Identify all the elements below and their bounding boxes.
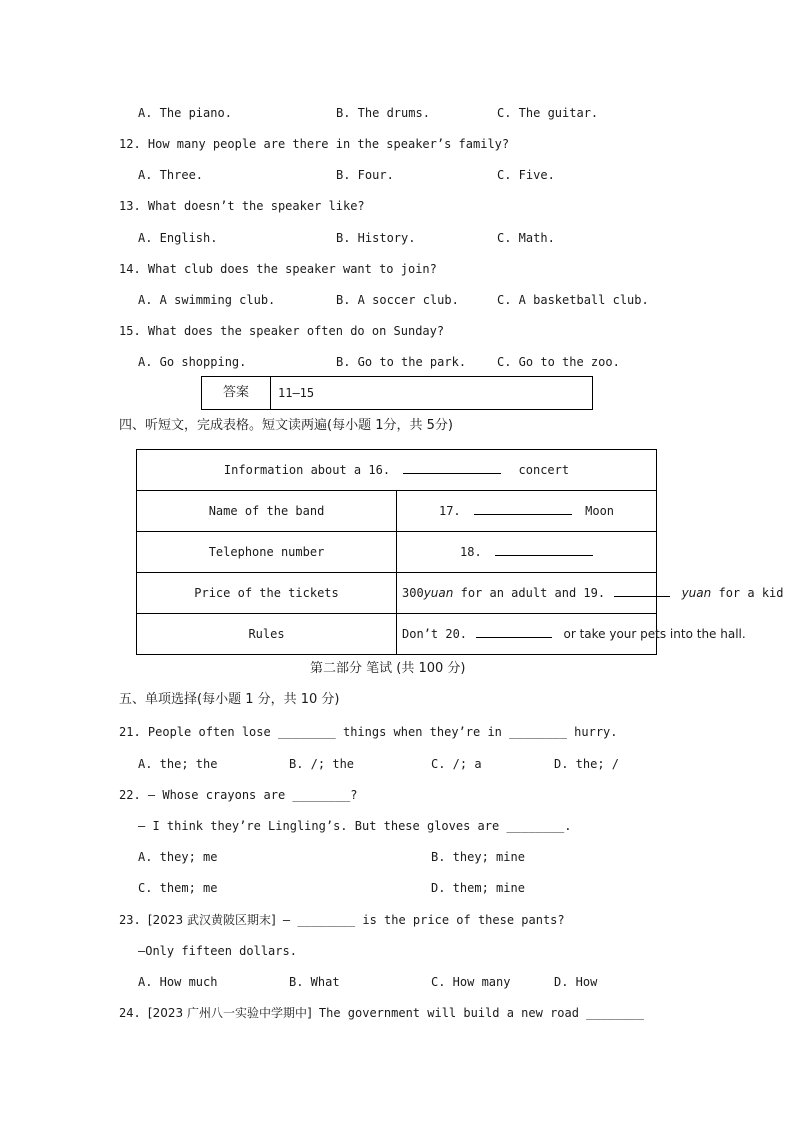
row-label-price: Price of the tickets [137, 573, 397, 614]
q24-stem: The government will build a new road ________ [318, 1006, 644, 1020]
answer-box-label: 答案 [202, 377, 271, 409]
row2-num: 18. [460, 545, 482, 559]
q22-option-c: C. them; me [138, 881, 218, 895]
q22-stem: 22. — Whose crayons are ________? [119, 788, 358, 802]
blank-19 [614, 586, 670, 597]
q21-option-d: D. the; / [554, 757, 620, 771]
q21-stem: 21. People often lose ________ things when they’re in ________ hurry. [119, 725, 618, 739]
q14-option-a: A. A swimming club. [138, 293, 276, 307]
blank-20 [476, 627, 552, 638]
q24-stem-line [119, 1005, 644, 1021]
q11-option-c: C. The guitar. [497, 106, 599, 120]
q15-option-b: B. Go to the park. [336, 355, 467, 369]
q14-stem: 14. What club does the speaker want to join? [119, 262, 437, 276]
q23-option-a: A. How much [138, 975, 218, 989]
row3-num: 300 [402, 586, 424, 600]
q21-option-c: C. /; a [431, 757, 482, 771]
answer-box [201, 376, 593, 410]
row-label-phone: Telephone number [137, 532, 397, 573]
row1-post: Moon [585, 504, 615, 518]
q14-option-b: B. A soccer club. [336, 293, 459, 307]
q23-option-d: D. How [554, 975, 598, 989]
row3-unit2: yuan [681, 586, 712, 600]
q23-source-tag: [2023 武汉黄陂区期末] [147, 913, 276, 927]
row4-pre: Don’t 20. [402, 627, 468, 641]
q11-option-a: A. The piano. [138, 106, 232, 120]
q23-option-c: C. How many [431, 975, 511, 989]
row1-num: 17. [438, 504, 461, 518]
q13-option-c: C. Math. [497, 231, 555, 245]
q12-option-a: A. Three. [138, 168, 204, 182]
q12-option-b: B. Four. [336, 168, 394, 182]
q15-option-c: C. Go to the zoo. [497, 355, 620, 369]
blank-17 [474, 504, 572, 515]
q23-option-b: B. What [289, 975, 340, 989]
q23-stem: — ________ is the price of these pants? [282, 913, 565, 927]
q13-option-a: A. English. [138, 231, 218, 245]
q22-option-b: B. they; mine [431, 850, 525, 864]
row3-post: for a kid [718, 586, 784, 600]
row-label-rules: Rules [137, 614, 397, 655]
q22-option-d: D. them; mine [431, 881, 525, 895]
answer-box-range: 11—15 [278, 386, 315, 400]
row-value-price [397, 573, 784, 614]
section-5-title: 五、单项选择(每小题 1 分，共 10 分) [119, 692, 340, 707]
table-header-post: concert [518, 463, 570, 477]
q22-option-a: A. they; me [138, 850, 218, 864]
q13-option-b: B. History. [336, 231, 416, 245]
section-4-title: 四、听短文，完成表格。短文读两遍(每小题 1分，共 5分) [119, 418, 453, 433]
q24-source-tag: [2023 广州八一实验中学期中] [147, 1006, 312, 1020]
q23-num: 23. [119, 913, 141, 927]
info-table [136, 449, 784, 655]
row4-post: or take your pets into the hall. [563, 627, 746, 641]
row-label-band: Name of the band [137, 491, 397, 532]
q14-option-c: C. A basketball club. [497, 293, 649, 307]
q24-num: 24. [119, 1006, 141, 1020]
q21-option-b: B. /; the [289, 757, 355, 771]
blank-16 [403, 463, 501, 474]
row-value-rules [397, 614, 746, 655]
part-2-title: 第二部分 笔试 (共 100 分) [310, 661, 466, 676]
q21-option-a: A. the; the [138, 757, 218, 771]
table-header [137, 450, 657, 491]
q11-option-b: B. The drums. [336, 106, 430, 120]
q22-stem-2: — I think they’re Lingling’s. But these gloves are ________. [138, 819, 572, 833]
row-value-phone [397, 532, 657, 573]
q15-stem: 15. What does the speaker often do on Sunday? [119, 324, 445, 338]
q15-option-a: A. Go shopping. [138, 355, 247, 369]
q23-stem-2: —Only fifteen dollars. [138, 944, 297, 958]
q12-option-c: C. Five. [497, 168, 555, 182]
row-value-band [397, 491, 657, 532]
q12-stem: 12. How many people are there in the speaker’s family? [119, 137, 510, 151]
row3-mid: for an adult and 19. [460, 586, 606, 600]
q23-stem-line [119, 912, 565, 928]
blank-18 [495, 545, 593, 556]
q13-stem: 13. What doesn’t the speaker like? [119, 199, 365, 213]
row3-unit: yuan [423, 586, 454, 600]
table-header-text: Information about a 16. [223, 463, 391, 477]
